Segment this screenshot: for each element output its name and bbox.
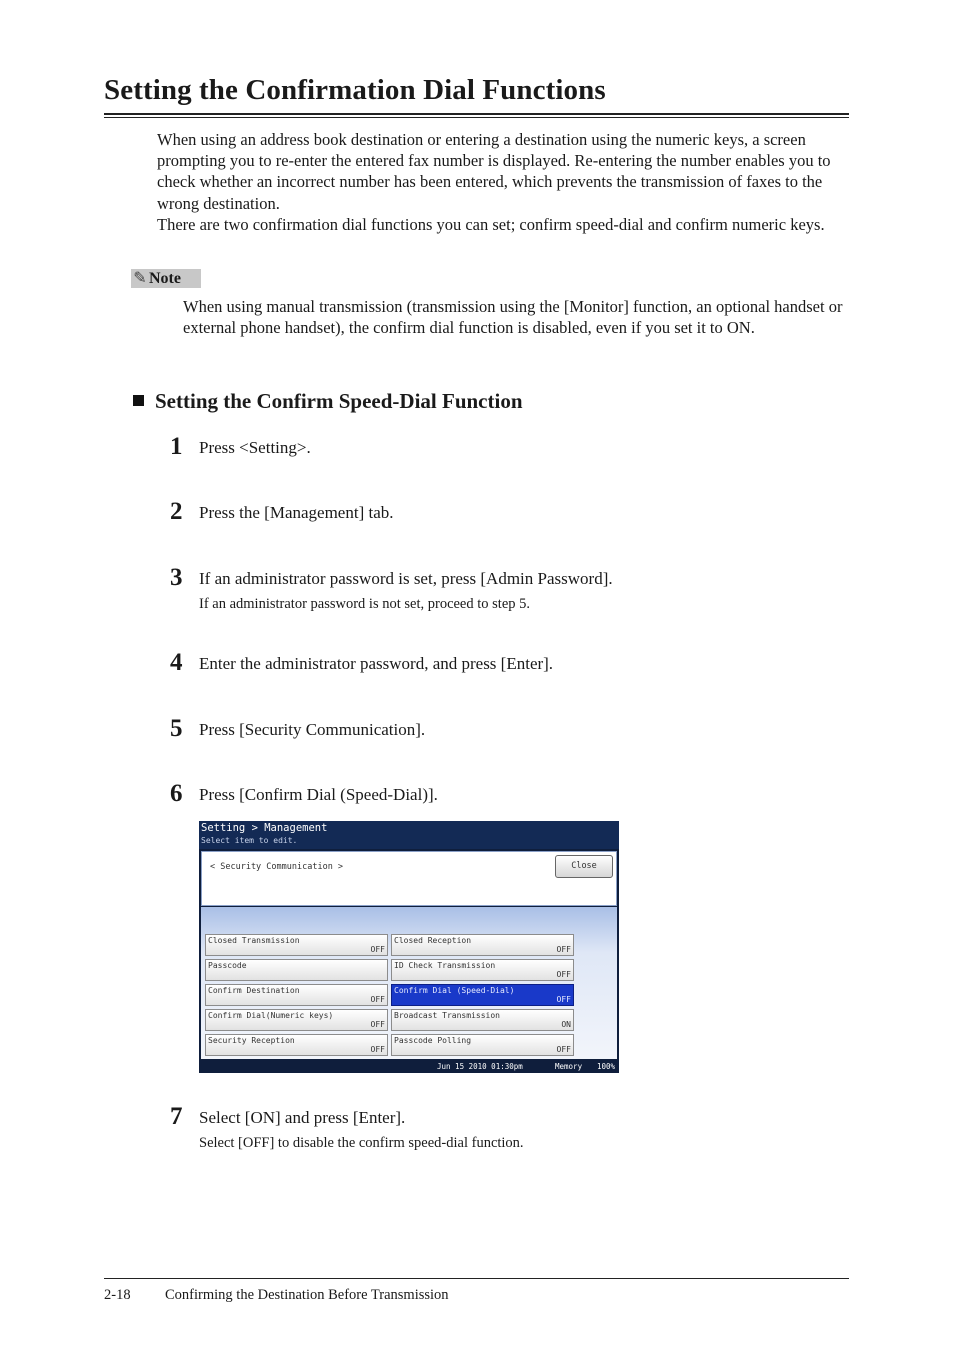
device-screen [199, 821, 619, 1073]
pencil-icon: ✎ [133, 270, 147, 287]
footer-chapter-title: Confirming the Destination Before Transmission [165, 1287, 449, 1303]
step-number: 2 [170, 498, 183, 525]
button-label: Broadcast Transmission [394, 1011, 500, 1020]
passcode-button[interactable] [205, 959, 388, 981]
button-label: Passcode Polling [394, 1036, 472, 1045]
step-number: 7 [170, 1103, 183, 1130]
id-check-transmission-button[interactable] [391, 959, 574, 981]
intro-text [157, 129, 857, 235]
step-text: Press <Setting>. [199, 438, 311, 457]
section-heading [133, 389, 523, 414]
button-label: Confirm Dial(Numeric keys) [208, 1011, 334, 1020]
step-number: 1 [170, 433, 183, 460]
step-text: Press [Confirm Dial (Speed-Dial)]. [199, 785, 438, 804]
confirm-dial-numeric-keys-button[interactable] [205, 1009, 388, 1031]
button-value: ON [561, 1020, 571, 1029]
step-text: Enter the administrator password, and press [Enter]. [199, 654, 554, 673]
note-badge [131, 269, 201, 288]
close-button[interactable]: Close [555, 855, 613, 878]
intro-paragraph-2: There are two confirmation dial functions you can set; confirm speed-dial and confirm numeric keys. [157, 214, 825, 234]
title-rule-thick [104, 113, 849, 115]
square-bullet-icon [133, 395, 144, 406]
button-value: OFF [556, 945, 571, 954]
closed-reception-button[interactable] [391, 934, 574, 956]
step-subtext: If an administrator password is not set, proceed to step 5. [199, 596, 531, 612]
note-label: Note [149, 270, 181, 287]
step-number: 6 [170, 780, 183, 807]
step-subtext: Select [OFF] to disable the confirm speed-dial function. [199, 1135, 524, 1151]
status-memory-percent: 100% [597, 1062, 616, 1071]
step-number: 4 [170, 649, 183, 676]
passcode-polling-button[interactable] [391, 1034, 574, 1056]
screen-breadcrumb[interactable]: < Security Communication > [210, 862, 344, 872]
step-number: 5 [170, 715, 183, 742]
button-label: Confirm Dial (Speed-Dial) [394, 986, 515, 995]
status-memory-label: Memory [555, 1062, 583, 1071]
button-value: OFF [556, 970, 571, 979]
button-value: OFF [370, 995, 385, 1004]
confirm-dial-speed-dial-button[interactable] [391, 984, 574, 1006]
closed-transmission-button[interactable] [205, 934, 388, 956]
step-text: If an administrator password is set, press [Admin Password]. [199, 569, 613, 588]
step-text: Press [Security Communication]. [199, 720, 426, 739]
screen-title: Setting > Management [201, 822, 328, 834]
screen-breadcrumb-panel [201, 851, 617, 906]
button-value: OFF [370, 945, 385, 954]
confirm-destination-button[interactable] [205, 984, 388, 1006]
broadcast-transmission-button[interactable] [391, 1009, 574, 1031]
button-value: OFF [556, 995, 571, 1004]
title-rule-thin [104, 117, 849, 118]
status-datetime: Jun 15 2010 01:30pm [437, 1062, 523, 1071]
button-value: OFF [370, 1045, 385, 1054]
step-number: 3 [170, 564, 183, 591]
button-value: OFF [370, 1020, 385, 1029]
button-label: Passcode [208, 961, 247, 970]
button-label: Closed Reception [394, 936, 472, 945]
page-title: Setting the Confirmation Dial Functions [104, 74, 606, 106]
button-value: OFF [556, 1045, 571, 1054]
button-label: ID Check Transmission [394, 961, 496, 970]
step-text: Press the [Management] tab. [199, 503, 394, 522]
footer-rule [104, 1278, 849, 1279]
intro-paragraph-1: When using an address book destination or entering a destination using the numeric keys, a screen prompting you to re-enter the entered fax number is displayed. Re-entering the number enables you to check whether an incorrect number has been entered, which prevents the transmission of faxes to the wrong destination. [157, 130, 831, 213]
screen-button-area [201, 907, 617, 1059]
step-text: Select [ON] and press [Enter]. [199, 1108, 406, 1127]
footer-page-number: 2-18 [104, 1287, 131, 1303]
security-reception-button[interactable] [205, 1034, 388, 1056]
button-label: Closed Transmission [208, 936, 300, 945]
note-text: When using manual transmission (transmission using the [Monitor] function, an optional handset or external phone handset), the confirm dial function is disabled, even if you set it to ON. [183, 297, 843, 338]
button-label: Security Reception [208, 1036, 295, 1045]
button-label: Confirm Destination [208, 986, 300, 995]
screen-subtitle: Select item to edit. [201, 836, 298, 845]
section-heading-text: Setting the Confirm Speed-Dial Function [155, 389, 523, 413]
